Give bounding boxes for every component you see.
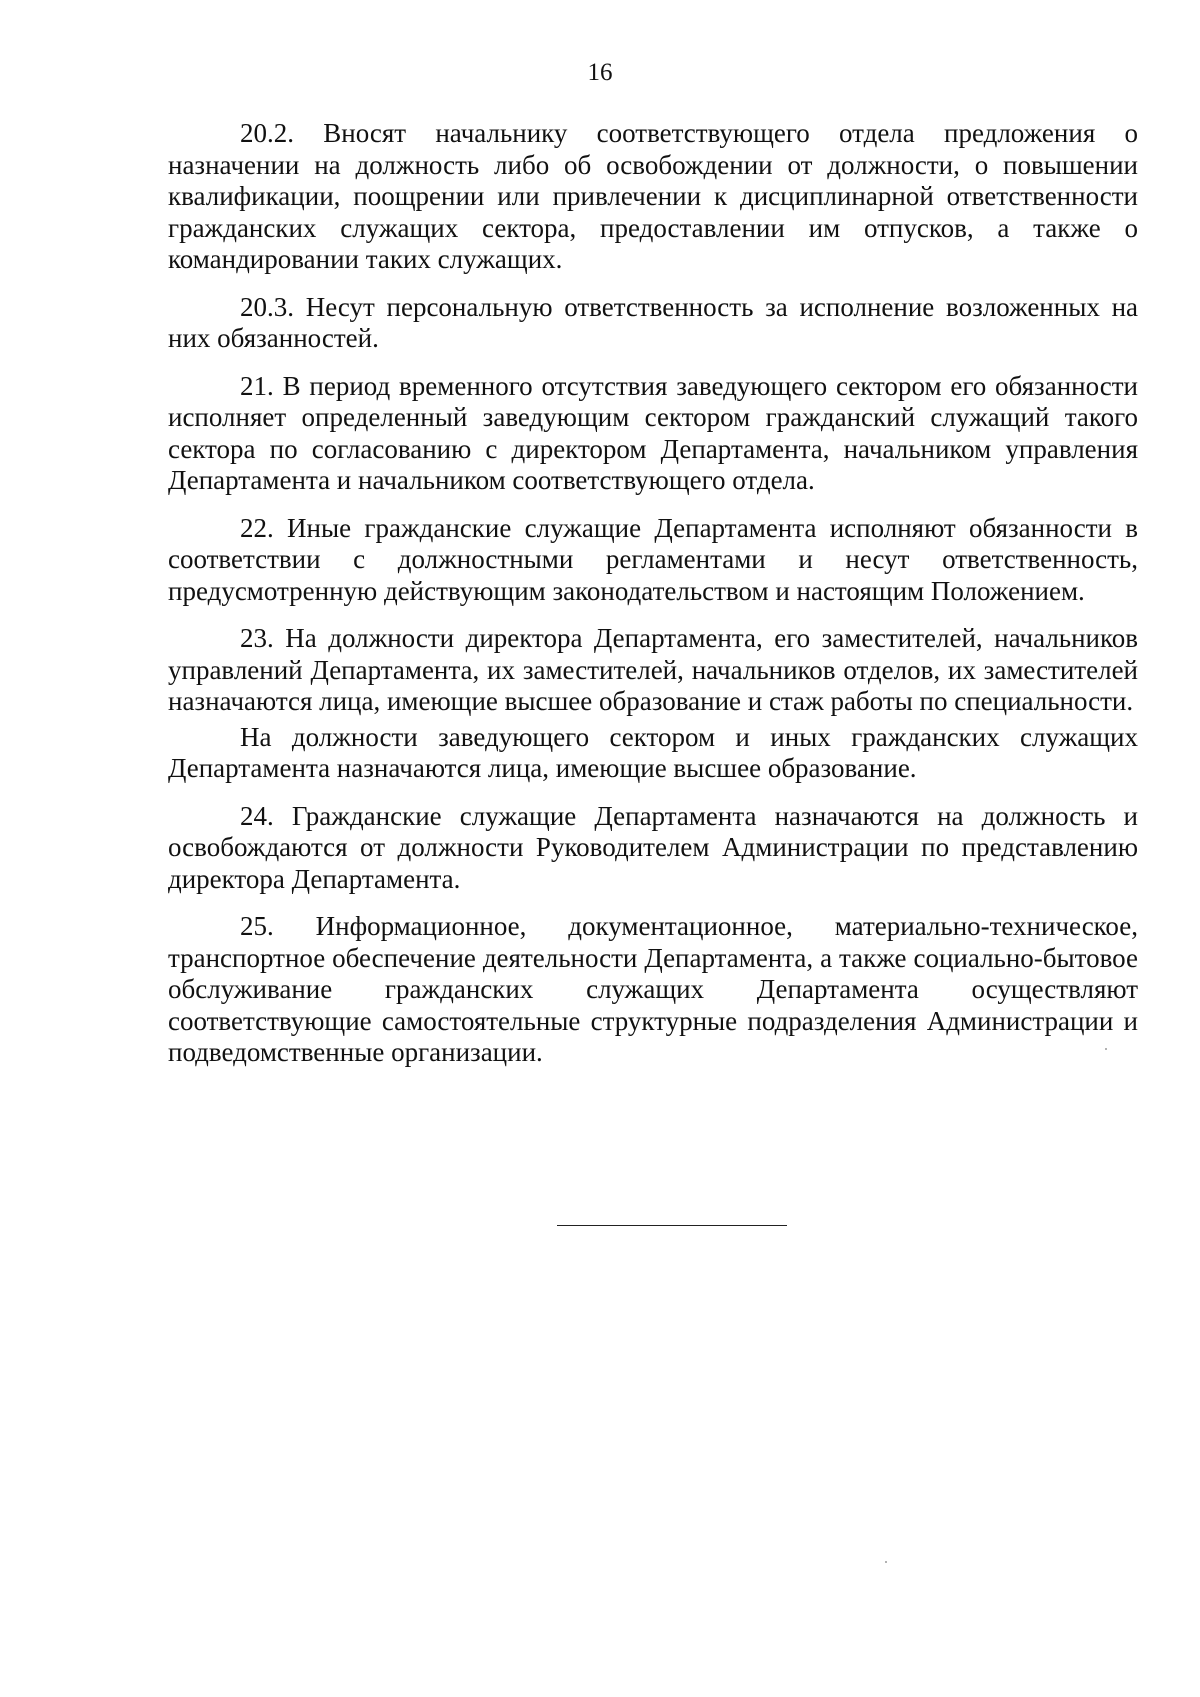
paragraph-21: 21. В период временного отсутствия заведующего сектором его обязанности исполняет определенный заведующим сектором гражданский служащий такого сектора по согласованию с директором Департамента, начальником управления Департамента и начальником соответствующего отдела. bbox=[168, 370, 1138, 495]
paragraph-24: 24. Гражданские служащие Департамента назначаются на должность и освобождаются от должности Руководителем Администрации по представлению директора Департамента. bbox=[168, 800, 1138, 894]
paragraph-23: 23. На должности директора Департамента, его заместителей, начальников управлений Департамента, их заместителей, начальников отделов, их заместителей назначаются лица, имеющие высшее образование и стаж работы по специальности. bbox=[168, 623, 1138, 716]
document-body bbox=[168, 118, 1138, 1085]
scan-speck bbox=[885, 1561, 887, 1563]
paragraph-20-2: 20.2. Вносят начальнику соответствующего отдела предложения о назначении на должность либо об освобождении от должности, о повышении квалификации, поощрении или привлечении к дисциплинарной ответственности гражданских служащих сектора, предоставлении им отпусков, а также о командировании таких служащих. bbox=[168, 118, 1138, 274]
scan-speck bbox=[1105, 1048, 1107, 1050]
paragraph-23-continuation: На должности заведующего сектором и иных гражданских служащих Департамента назначаются лица, имеющие высшее образование. bbox=[168, 721, 1138, 783]
paragraph-22: 22. Иные гражданские служащие Департамента исполняют обязанности в соответствии с должностными регламентами и несут ответственность, предусмотренную действующим законодательством и настоящим Положением. bbox=[168, 512, 1138, 606]
paragraph-20-3: 20.3. Несут персональную ответственность за исполнение возложенных на них обязанностей. bbox=[168, 291, 1138, 353]
page-number: 16 bbox=[587, 59, 613, 86]
end-of-text-rule bbox=[557, 1225, 787, 1226]
paragraph-25: 25. Информационное, документационное, материально-техническое, транспортное обеспечение деятельности Департамента, а также социально-бытовое обслуживание гражданских служащих Департамента осуществляют соответствующие самостоятельные структурные подразделения Администрации и подведомственные организации. bbox=[168, 911, 1138, 1067]
